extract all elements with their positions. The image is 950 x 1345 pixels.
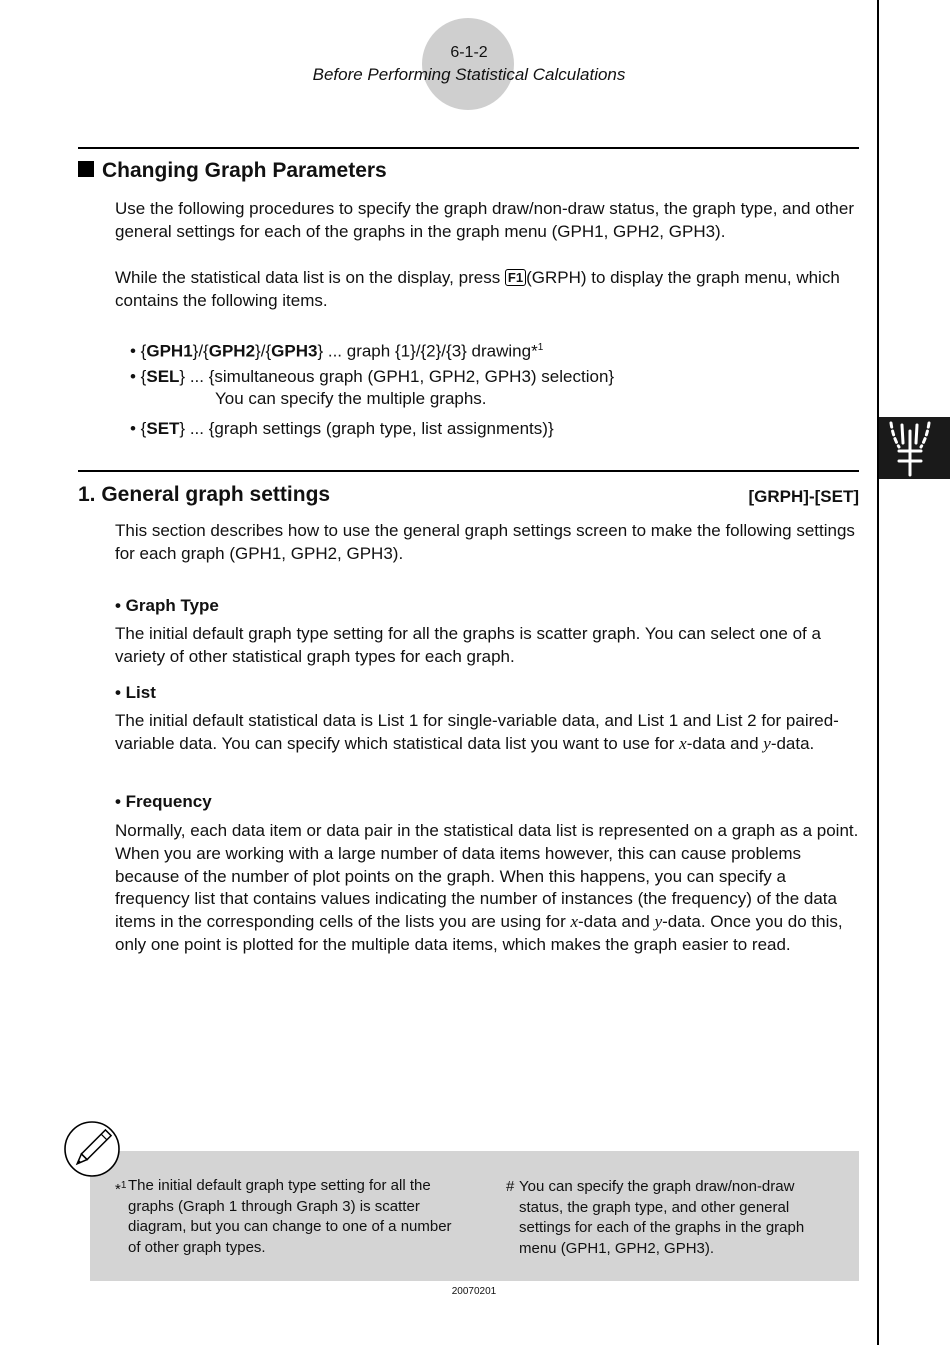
menu-item-sel: • {SEL} ... {simultaneous graph (GPH1, GPH2, GPH3) selection}	[130, 367, 615, 386]
section-heading: Changing Graph Parameters	[78, 159, 387, 183]
section-divider	[78, 470, 859, 472]
f1-key-icon: F1	[505, 269, 526, 286]
section-divider	[78, 147, 859, 149]
subheading-graph-type: • Graph Type	[115, 596, 219, 615]
subheading-list: • List	[115, 683, 156, 702]
section-intro: This section describes how to use the general graph settings screen to make the following settings for each graph (GPH1, GPH2, GPH3).	[115, 521, 855, 563]
footnote-left: *$^1$ The initial default graph type setting for all the graphs (Graph 1 through Graph 3) is scatter diagram, but you can change to one of a number of other graph types.	[115, 1177, 452, 1256]
page-number: 6-1-2	[450, 44, 488, 61]
key-path-ref: [GRPH]-[SET]	[748, 487, 859, 506]
graph-type-text: The initial default graph type setting for all the graphs is scatter graph. You can select one of a variety of other statistical graph types for each graph.	[115, 624, 821, 666]
right-margin-rule	[877, 0, 879, 1345]
section-intro: Use the following procedures to specify the graph draw/non-draw status, the graph type, and other general settings for each of the graphs in the graph menu (GPH1, GPH2, GPH3).	[115, 199, 854, 241]
subheading-frequency: • Frequency	[115, 792, 212, 811]
footnote-right: # You can specify the graph draw/non-draw status, the graph type, and other general settings for each of the graphs in the graph menu (GPH1, GPH2, GPH3).	[506, 1178, 805, 1257]
menu-item-sel-detail: You can specify the multiple graphs.	[215, 389, 487, 408]
section-heading: 1. General graph settings	[78, 483, 331, 506]
square-bullet-icon	[78, 161, 94, 177]
statistics-chapter-icon	[879, 417, 950, 479]
frequency-text: Normally, each data item or data pair in the statistical data list is represented on a graph as a point. When you are working with a large number of data items however, this can cause problems because of the number of plot points on the graph. When this happens, you can specify a frequency list that contains values indicating the number of instances (the frequency) of the data items in the corresponding cells of the lists you are using for x-data and y-data. Once you do this, only one point is plotted for the multiple data items, which makes the graph easier to read.	[115, 821, 859, 954]
footnote-mark: *$^1$	[115, 1180, 127, 1198]
menu-item-gph: • {GPH1}/{GPH2}/{GPH3} ... graph {1}/{2}/{3} drawing*$^1$	[130, 341, 544, 361]
page-subtitle: Before Performing Statistical Calculations	[312, 65, 626, 84]
list-text: The initial default statistical data is List 1 for single-variable data, and List 1 and List 2 for paired-variable data. You can specify which statistical data list you want to use for x-data and y-data.	[115, 711, 839, 753]
memo-pencil-icon	[63, 1120, 121, 1178]
chapter-tab	[879, 417, 950, 479]
footnote-mark: #	[506, 1178, 515, 1195]
footer-code: 20070201	[451, 1286, 497, 1297]
header-circle	[422, 18, 514, 110]
menu-item-set: • {SET} ... {graph settings (graph type, list assignments)}	[130, 419, 554, 438]
grph-instruction: While the statistical data list is on the display, press F1 (GRPH) to display the graph menu, which contains the following items.	[115, 268, 840, 310]
